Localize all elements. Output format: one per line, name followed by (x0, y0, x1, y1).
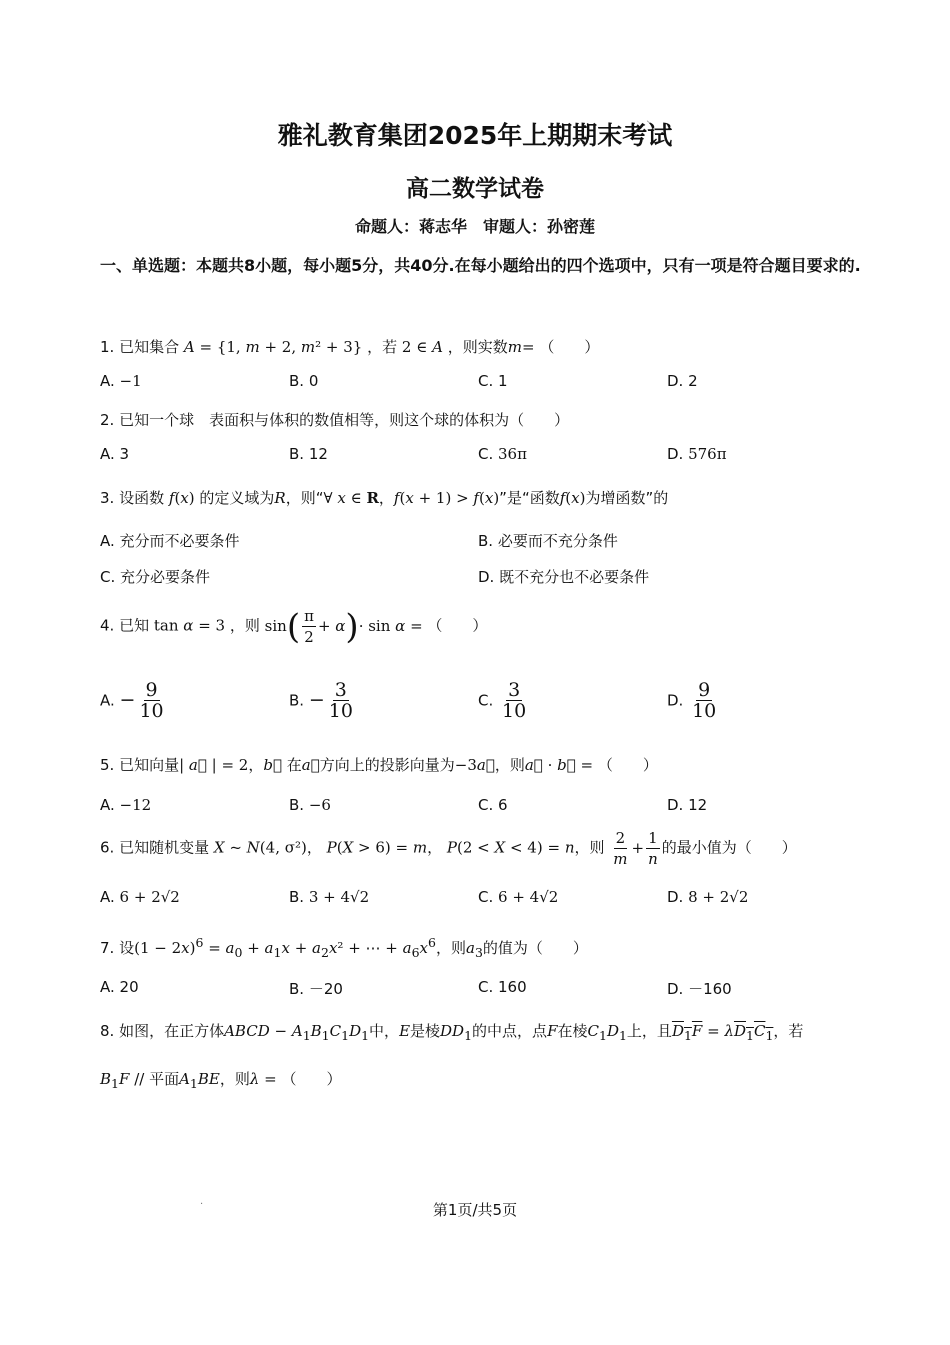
question-2: 2. 已知一个球 表面积与体积的数值相等，则这个球的体积为（ ） (100, 411, 570, 429)
q5-option-d[interactable]: D. 12 (667, 796, 708, 814)
math-proj: −3a⃗ (454, 756, 495, 774)
math-q4-expr: sin( $\frac{\pi}{2}$ + α)· sin α = (264, 606, 423, 647)
math-8-2sqrt2: 8 + 2√2 (688, 888, 749, 906)
math-c1d1: $C_1D_1$ (587, 1022, 627, 1043)
math-a3: $a_3$ (465, 939, 483, 960)
q6-option-a[interactable]: A. 6 + 2√2 (100, 888, 180, 906)
question-1: 1. 已知集合 A = {1, m + 2, m² + 3} ，若 2 ∈ A ，则实数m= （ ） (100, 338, 600, 356)
q2-option-a[interactable]: A. 3 (100, 445, 130, 463)
q5-option-b[interactable]: B. −6 (289, 796, 331, 814)
q4-option-b[interactable]: B. − $\frac{3}{10}$ (289, 680, 357, 721)
math-q1-m: m (507, 338, 522, 356)
q4-option-a[interactable]: A. − $\frac{9}{10}$ (100, 680, 168, 721)
math-cube: ABCD − $A_1B_1C_1D_1$ (224, 1022, 370, 1043)
math-norm-a: | a⃗ | = 2 (179, 756, 249, 774)
q7-option-c[interactable]: C. 160 (478, 978, 527, 996)
math-tan: tan α = 3 (153, 616, 226, 635)
question-3: 3. 设函数 f(x) 的定义域为R，则“∀ x ∈ R，f(x + 1) > f(x)”是“函数f(x)为增函数”的 (100, 489, 669, 507)
q6-option-d[interactable]: D. 8 + 2√2 (667, 888, 749, 906)
q3-option-c[interactable]: C. 充分必要条件 (100, 568, 211, 586)
q6-option-b[interactable]: B. 3 + 4√2 (289, 888, 370, 906)
math-q1-set: = {1, m + 2, m² + 3} (194, 338, 363, 356)
q5-option-a[interactable]: A. −12 (100, 796, 152, 814)
question-4: 4. 已知 tan α = 3 ，则 sin( $\frac{\pi}{2}$ + α)· sin α = （ ） (100, 606, 488, 647)
math-minus-9-10: − $\frac{9}{10}$ (119, 679, 164, 722)
math-6-2sqrt2: 6 + 2√2 (119, 888, 180, 906)
section-heading: 一、单选题：本题共8小题，每小题5分，共40分.在每小题给出的四个选项中，只有一项是符合题目要求的. (100, 256, 861, 275)
math-plane: $A_1BE$ (179, 1070, 220, 1091)
q1-option-d[interactable]: D. 2 (667, 372, 698, 390)
q7-option-d[interactable]: D. －160 (667, 980, 732, 998)
q6-option-c[interactable]: C. 6 + 4√2 (478, 888, 559, 906)
math-r: R (274, 489, 286, 507)
scan-dot: . (200, 1196, 204, 1207)
q7-option-b[interactable]: B. －20 (289, 980, 343, 998)
math-vec-relation: $D_1F = \lambda D_1C_1$ (671, 1022, 774, 1043)
math-prob-m: P(X > 6) = m (326, 838, 428, 857)
question-7: 7. 设$(1 - 2x)^6 = a_0 + a_1x + a_2x^2$ + ⋯ + $a_6x^6$，则$a_3$的值为（ ） (100, 935, 588, 960)
question-8-line-2: $B_1F$ // 平面$A_1BE$，则λ = （ ） (100, 1070, 342, 1091)
authors-line: 命题人：蒋志华 审题人：孙密莲 (354, 217, 595, 236)
math-fx-arg-2: (x) (565, 489, 586, 507)
math-q3-cond: ∀ x ∈ R，f(x + 1) > f(x) (323, 489, 500, 507)
question-6: 6. 已知随机变量 X ~ N(4, σ²)， P(X > 6) = m， P(2 < X < 4) = n，则 $\frac{2}{m}$ + $\frac{1}{n}$ 的最小值为（ ） (100, 829, 797, 868)
math-b1f: $B_1F$ (100, 1070, 130, 1091)
math-3-4sqrt2: 3 + 4√2 (308, 888, 370, 906)
math-normal-dist: X ~ N(4, σ²) (213, 838, 307, 857)
q3-option-b[interactable]: B. 必要而不充分条件 (478, 532, 618, 550)
math-eq: = (521, 338, 535, 356)
q3-option-a[interactable]: A. 充分而不必要条件 (100, 532, 240, 550)
q3-option-d[interactable]: D. 既不充分也不必要条件 (478, 568, 650, 586)
q2-option-c[interactable]: C. 36π (478, 445, 527, 463)
math-6-4sqrt2: 6 + 4√2 (498, 888, 559, 906)
math-minus-3-10: − $\frac{3}{10}$ (308, 679, 353, 722)
math-q6-expr: $\frac{2}{m}$ + $\frac{1}{n}$ (613, 829, 658, 868)
q1-option-b[interactable]: B. 0 (289, 372, 319, 390)
q1-option-a[interactable]: A. −1 (100, 372, 142, 390)
math-binomial: $(1 - 2x)^6 = a_0 + a_1x + a_2x^2$ + ⋯ + $a_6x^6$ (134, 935, 436, 960)
math-lambda: λ = (249, 1070, 277, 1088)
q4-option-d[interactable]: D. $\frac{9}{10}$ (667, 680, 720, 721)
math-prob-n: P(2 < X < 4) = n (446, 838, 575, 857)
q2-option-d[interactable]: D. 576π (667, 445, 727, 463)
math-fx: f (168, 489, 175, 507)
scan-mark: ˎ (646, 112, 651, 123)
q4-option-c[interactable]: C. $\frac{3}{10}$ (478, 680, 530, 721)
math-e: E (399, 1022, 411, 1040)
math-vec-a: a⃗ (301, 756, 320, 774)
q5-option-c[interactable]: C. 6 (478, 796, 508, 814)
math-fx-2: f (559, 489, 566, 507)
math-set-a: A (183, 338, 195, 356)
math-f: F (547, 1022, 558, 1040)
math-dot: a⃗ · b⃗ = (524, 756, 594, 774)
math-9-10: $\frac{9}{10}$ (692, 679, 717, 722)
math-dd1: $DD_1$ (440, 1022, 473, 1043)
exam-title: 雅礼教育集团2025年上期期末考试 (277, 121, 673, 150)
math-q1-cond: 2 ∈ A (401, 338, 443, 356)
exam-subtitle: 高二数学试卷 (406, 176, 544, 202)
q1-option-c[interactable]: C. 1 (478, 372, 508, 390)
q7-option-a[interactable]: A. 20 (100, 978, 139, 996)
math-3-10: $\frac{3}{10}$ (502, 679, 527, 722)
question-8: 8. 如图，在正方体ABCD − $A_1B_1C_1D_1$中，E是棱$DD_1$的中点，点F在棱$C_1D_1$上，且$D_1F = \lambda D_1C_1$，若 (100, 1022, 804, 1043)
question-5: 5. 已知向量| a⃗ | = 2，b⃗ 在a⃗方向上的投影向量为−3a⃗，则a⃗ · b⃗ = （ ） (100, 756, 658, 774)
page-number: 第1页/共5页 (432, 1201, 518, 1219)
math-vec-b: b⃗ (263, 756, 282, 774)
q2-option-b[interactable]: B. 12 (289, 445, 328, 463)
math-fx-arg: (x) (174, 489, 195, 507)
